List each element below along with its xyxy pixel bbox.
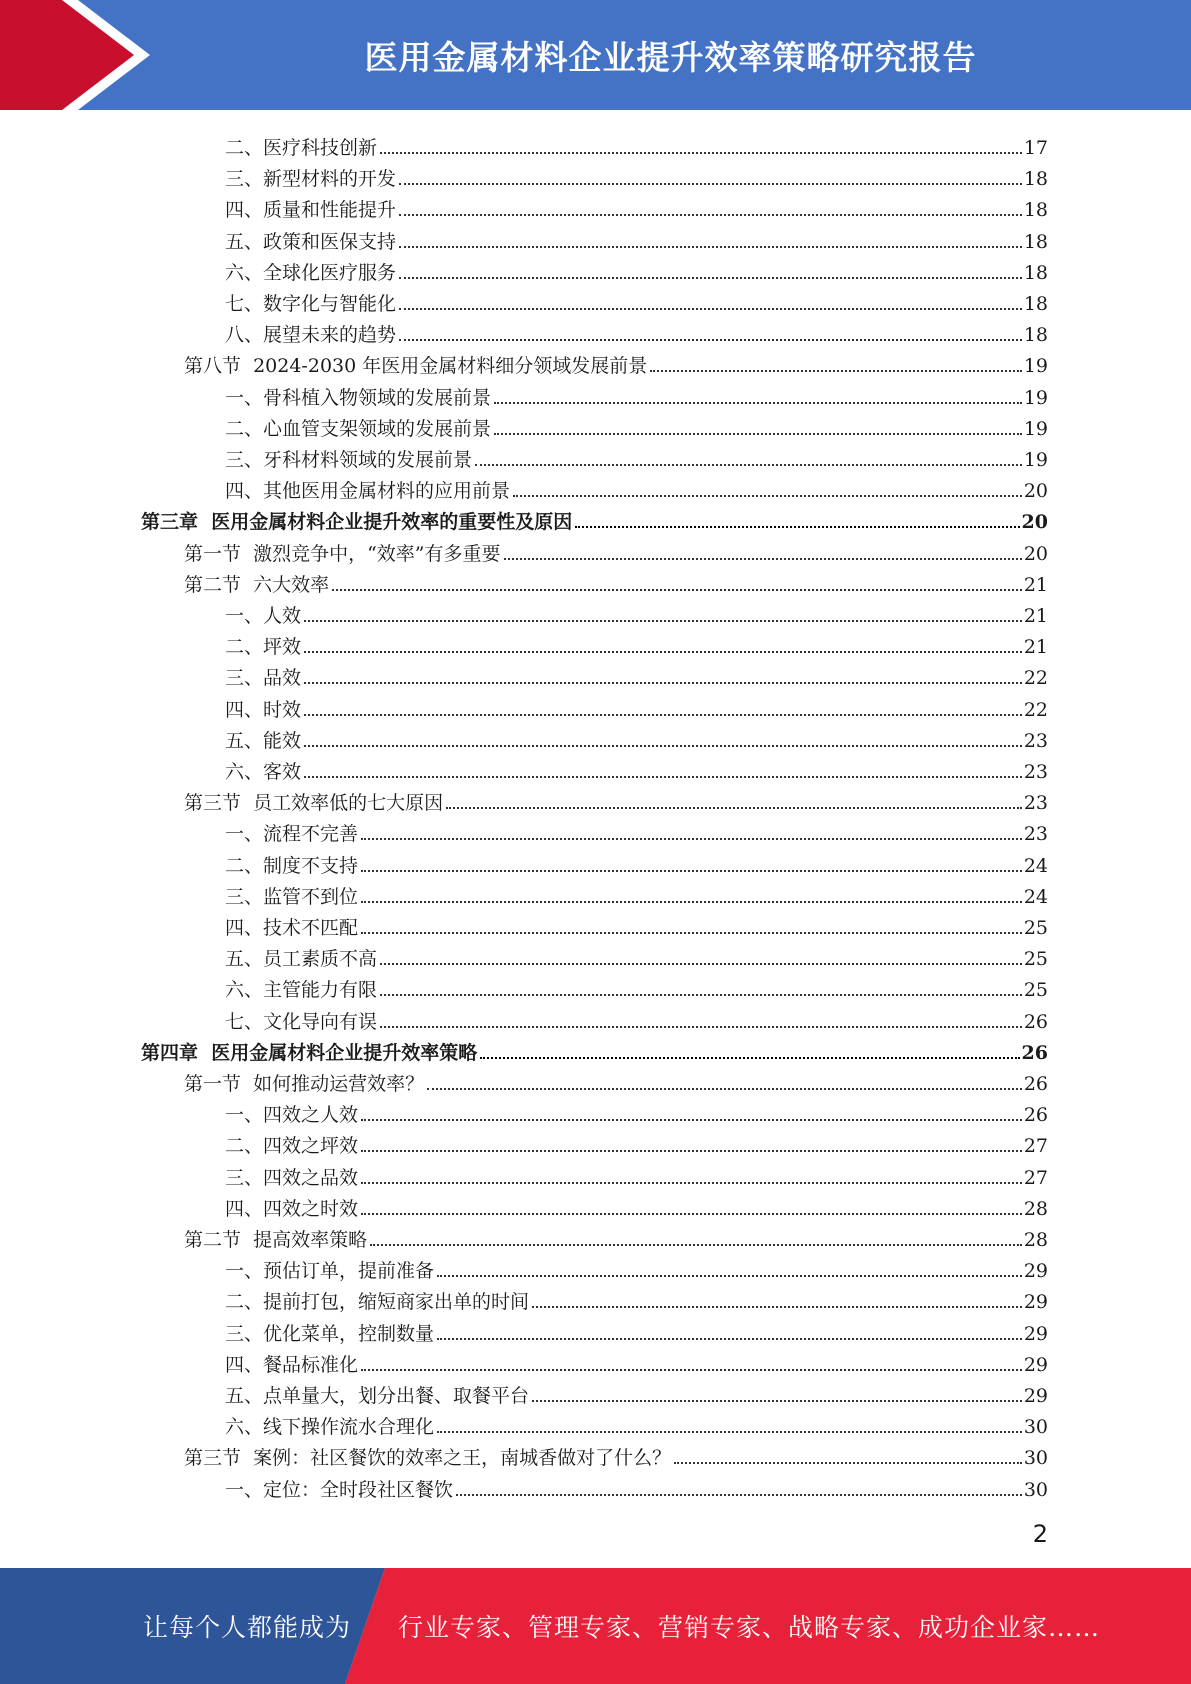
toc-dot-leader xyxy=(361,1213,1022,1215)
toc-dot-leader xyxy=(399,308,1022,310)
toc-entry-label: 第一节 激烈竞争中，“效率”有多重要 xyxy=(184,542,501,565)
toc-item-row[interactable] xyxy=(225,222,1048,253)
toc-item-row[interactable] xyxy=(225,1407,1048,1438)
toc-entry-label: 第三节 员工效率低的七大原因 xyxy=(184,792,444,815)
toc-entry-page: 18 xyxy=(1023,293,1048,315)
toc-dot-leader xyxy=(361,1150,1022,1152)
toc-dot-leader xyxy=(361,838,1022,840)
toc-entry-label: 第四章 医用金属材料企业提升效率策略 xyxy=(141,1041,478,1064)
toc-item-row[interactable] xyxy=(225,690,1048,721)
toc-dot-leader xyxy=(380,963,1022,965)
toc-dot-leader xyxy=(304,682,1022,684)
toc-dot-leader xyxy=(361,932,1022,934)
toc-section-row[interactable] xyxy=(184,1438,1048,1469)
toc-item-row[interactable] xyxy=(225,1282,1048,1313)
toc-dot-leader xyxy=(475,464,1022,466)
toc-dot-leader xyxy=(504,558,1022,560)
toc-item-row[interactable] xyxy=(225,877,1048,908)
toc-dot-leader xyxy=(399,246,1022,248)
toc-entry-page: 23 xyxy=(1023,729,1048,752)
toc-entry-page: 23 xyxy=(1023,792,1048,815)
toc-item-row[interactable] xyxy=(225,1376,1048,1407)
toc-entry-label: 二、心血管支架领域的发展前景 xyxy=(225,417,492,440)
toc-entry-page: 28 xyxy=(1023,1197,1048,1220)
toc-entry-label: 二、坪效 xyxy=(225,636,302,659)
toc-dot-leader xyxy=(380,152,1022,154)
toc-entry-page: 19 xyxy=(1023,449,1048,471)
toc-entry-page: 21 xyxy=(1023,605,1048,627)
toc-entry-page: 29 xyxy=(1023,1291,1048,1314)
toc-entry-label: 四、其他医用金属材料的应用前景 xyxy=(225,480,511,503)
toc-dot-leader xyxy=(304,776,1022,778)
toc-entry-page: 27 xyxy=(1023,1166,1048,1189)
toc-item-row[interactable] xyxy=(225,471,1048,502)
toc-entry-page: 29 xyxy=(1023,1385,1048,1407)
toc-chapter-row[interactable] xyxy=(141,1033,1048,1064)
toc-item-row[interactable] xyxy=(225,409,1048,440)
toc-entry-label: 四、餐品标准化 xyxy=(225,1353,359,1376)
toc-dot-leader xyxy=(399,277,1022,279)
toc-dot-leader xyxy=(437,1431,1022,1433)
toc-entry-page: 25 xyxy=(1023,917,1048,939)
toc-dot-leader xyxy=(304,620,1022,622)
toc-entry-page: 26 xyxy=(1021,1041,1048,1064)
toc-item-row[interactable] xyxy=(225,814,1048,845)
toc-dot-leader xyxy=(380,1026,1022,1028)
toc-dot-leader xyxy=(380,994,1022,996)
toc-dot-leader xyxy=(361,1369,1022,1371)
toc-dot-leader xyxy=(304,745,1022,747)
toc-entry-label: 二、提前打包，缩短商家出单的时间 xyxy=(225,1291,530,1314)
toc-item-row[interactable] xyxy=(225,1095,1048,1126)
toc-entry-page: 18 xyxy=(1023,230,1048,253)
toc-entry-label: 五、政策和医保支持 xyxy=(225,230,397,253)
toc-item-row[interactable] xyxy=(225,1126,1048,1157)
toc-section-row[interactable] xyxy=(184,1064,1048,1095)
toc-item-row[interactable] xyxy=(225,1189,1048,1220)
footer-slogan-left: 让每个人都能成为 xyxy=(143,1613,352,1642)
toc-dot-leader xyxy=(399,214,1022,216)
toc-item-row[interactable] xyxy=(225,378,1048,409)
toc-entry-label: 六、客效 xyxy=(225,761,302,783)
toc-entry-label: 二、制度不支持 xyxy=(225,854,359,877)
toc-entry-page: 30 xyxy=(1023,1478,1048,1501)
toc-dot-leader xyxy=(494,433,1022,435)
toc-entry-label: 三、监管不到位 xyxy=(225,885,359,908)
toc-entry-page: 29 xyxy=(1023,1353,1048,1376)
toc-entry-label: 三、品效 xyxy=(225,667,302,690)
toc-entry-label: 第二节 提高效率策略 xyxy=(184,1229,368,1251)
toc-entry-page: 24 xyxy=(1023,854,1048,877)
toc-item-row[interactable] xyxy=(225,1158,1048,1189)
header-arrow-icon xyxy=(0,0,160,110)
toc-section-row[interactable] xyxy=(184,1220,1048,1251)
toc-entry-label: 六、线下操作流水合理化 xyxy=(225,1416,435,1439)
toc-dot-leader xyxy=(361,1182,1022,1184)
toc-item-row[interactable] xyxy=(225,440,1048,471)
toc-entry-label: 一、预估订单，提前准备 xyxy=(225,1260,435,1283)
toc-dot-leader xyxy=(304,714,1022,716)
toc-dot-leader xyxy=(494,402,1022,404)
toc-entry-label: 第二节 六大效率 xyxy=(184,573,330,596)
toc-entry-label: 四、质量和性能提升 xyxy=(225,199,397,222)
toc-entry-page: 27 xyxy=(1023,1135,1048,1158)
toc-entry-page: 19 xyxy=(1023,355,1048,378)
toc-entry-label: 二、四效之坪效 xyxy=(225,1135,359,1158)
toc-dot-leader xyxy=(427,1088,1022,1090)
toc-dot-leader xyxy=(437,1338,1022,1340)
toc-section-row[interactable] xyxy=(184,534,1048,565)
toc-entry-page: 21 xyxy=(1023,636,1048,659)
toc-dot-leader xyxy=(532,1400,1022,1402)
toc-item-row[interactable] xyxy=(225,970,1048,1001)
toc-item-row[interactable] xyxy=(225,315,1048,346)
toc-entry-label: 六、全球化医疗服务 xyxy=(225,261,397,284)
toc-dot-leader xyxy=(361,901,1022,903)
footer-band xyxy=(0,1568,1191,1684)
toc-entry-page: 18 xyxy=(1023,168,1048,191)
toc-dot-leader xyxy=(446,807,1022,809)
toc-item-row[interactable] xyxy=(225,1314,1048,1345)
toc-dot-leader xyxy=(399,339,1022,341)
toc-entry-page: 18 xyxy=(1023,199,1048,222)
toc-entry-page: 18 xyxy=(1023,324,1048,347)
toc-entry-label: 一、流程不完善 xyxy=(225,823,359,846)
toc-entry-page: 19 xyxy=(1023,417,1048,440)
toc-entry-page: 21 xyxy=(1023,573,1048,596)
toc-entry-page: 29 xyxy=(1023,1260,1048,1283)
toc-item-row[interactable] xyxy=(225,128,1048,159)
toc-item-row[interactable] xyxy=(225,1470,1048,1501)
toc-entry-label: 五、点单量大，划分出餐、取餐平台 xyxy=(225,1385,530,1407)
toc-entry-label: 五、员工素质不高 xyxy=(225,948,378,971)
toc-item-row[interactable] xyxy=(225,284,1048,315)
toc-item-row[interactable] xyxy=(225,939,1048,970)
toc-section-row[interactable] xyxy=(184,565,1048,596)
toc-entry-page: 26 xyxy=(1023,1010,1048,1033)
toc-entry-page: 25 xyxy=(1023,979,1048,1002)
page-number: 2 xyxy=(1032,1520,1048,1548)
toc-entry-page: 19 xyxy=(1023,386,1048,409)
toc-entry-label: 二、医疗科技创新 xyxy=(225,137,378,159)
toc-entry-page: 29 xyxy=(1023,1322,1048,1345)
toc-dot-leader xyxy=(361,1119,1022,1121)
toc-entry-label: 五、能效 xyxy=(225,729,302,752)
toc-dot-leader xyxy=(513,495,1022,497)
toc-entry-page: 20 xyxy=(1023,480,1048,503)
toc-entry-page: 18 xyxy=(1023,261,1048,284)
toc-entry-label: 第八节 2024-2030 年医用金属材料细分领域发展前景 xyxy=(184,355,648,378)
toc-dot-leader xyxy=(532,1306,1022,1308)
toc-dot-leader xyxy=(674,1462,1022,1464)
toc-entry-page: 20 xyxy=(1023,542,1048,565)
toc-entry-page: 26 xyxy=(1023,1073,1048,1095)
toc-item-row[interactable] xyxy=(225,1251,1048,1282)
toc-entry-page: 28 xyxy=(1023,1229,1048,1251)
toc-item-row[interactable] xyxy=(225,1002,1048,1033)
toc-item-row[interactable] xyxy=(225,159,1048,190)
toc-entry-label: 一、人效 xyxy=(225,605,302,627)
toc-entry-label: 四、技术不匹配 xyxy=(225,917,359,939)
toc-entry-page: 26 xyxy=(1023,1104,1048,1127)
toc-entry-label: 七、数字化与智能化 xyxy=(225,293,397,315)
toc-entry-page: 25 xyxy=(1023,948,1048,971)
toc-entry-label: 三、牙科材料领域的发展前景 xyxy=(225,449,473,471)
toc-item-row[interactable] xyxy=(225,253,1048,284)
toc-item-row[interactable] xyxy=(225,190,1048,221)
toc-item-row[interactable] xyxy=(225,658,1048,689)
toc-entry-page: 24 xyxy=(1023,885,1048,908)
toc-entry-label: 第三节 案例：社区餐饮的效率之王，南城香做对了什么？ xyxy=(184,1447,672,1470)
footer-slogan-right: 行业专家、管理专家、营销专家、战略专家、成功企业家…… xyxy=(398,1613,1101,1642)
toc-entry-label: 七、文化导向有误 xyxy=(225,1010,378,1033)
toc-item-row[interactable] xyxy=(225,1345,1048,1376)
toc-chapter-row[interactable] xyxy=(141,502,1048,533)
toc-section-row[interactable] xyxy=(184,346,1048,377)
toc-entry-page: 17 xyxy=(1023,137,1048,159)
toc-item-row[interactable] xyxy=(225,596,1048,627)
toc-entry-label: 三、新型材料的开发 xyxy=(225,168,397,191)
toc-entry-label: 四、时效 xyxy=(225,698,302,721)
toc-entry-label: 第三章 医用金属材料企业提升效率的重要性及原因 xyxy=(141,511,573,534)
toc-dot-leader xyxy=(370,1244,1022,1246)
toc-entry-page: 23 xyxy=(1023,761,1048,783)
toc-entry-page: 23 xyxy=(1023,823,1048,846)
toc-dot-leader xyxy=(480,1057,1019,1059)
toc-entry-label: 八、展望未来的趋势 xyxy=(225,324,397,347)
toc-entry-label: 第一节 如何推动运营效率？ xyxy=(184,1073,425,1095)
toc-item-row[interactable] xyxy=(225,846,1048,877)
toc-entry-label: 一、定位：全时段社区餐饮 xyxy=(225,1478,454,1501)
toc-item-row[interactable] xyxy=(225,908,1048,939)
toc-dot-leader xyxy=(650,370,1022,372)
toc-entry-label: 一、四效之人效 xyxy=(225,1104,359,1127)
toc-entry-page: 30 xyxy=(1023,1416,1048,1439)
toc-entry-label: 一、骨科植入物领域的发展前景 xyxy=(225,386,492,409)
toc-dot-leader xyxy=(437,1275,1022,1277)
toc-dot-leader xyxy=(575,526,1019,528)
document-title: 医用金属材料企业提升效率策略研究报告 xyxy=(364,37,977,77)
header-band xyxy=(0,0,1191,110)
toc-dot-leader xyxy=(332,589,1022,591)
toc-entry-label: 三、优化菜单，控制数量 xyxy=(225,1322,435,1345)
toc-entry-page: 22 xyxy=(1023,698,1048,721)
toc-entry-label: 四、四效之时效 xyxy=(225,1197,359,1220)
toc-dot-leader xyxy=(361,870,1022,872)
toc-entry-page: 30 xyxy=(1023,1447,1048,1470)
toc-dot-leader xyxy=(399,183,1022,185)
toc-entry-page: 20 xyxy=(1021,511,1048,534)
toc-dot-leader xyxy=(304,651,1022,653)
toc-section-row[interactable] xyxy=(184,783,1048,814)
toc-item-row[interactable] xyxy=(225,721,1048,752)
toc-entry-label: 三、四效之品效 xyxy=(225,1166,359,1189)
toc-entry-label: 六、主管能力有限 xyxy=(225,979,378,1002)
toc-dot-leader xyxy=(456,1494,1022,1496)
toc-item-row[interactable] xyxy=(225,752,1048,783)
toc-item-row[interactable] xyxy=(225,627,1048,658)
toc-entry-page: 22 xyxy=(1023,667,1048,690)
